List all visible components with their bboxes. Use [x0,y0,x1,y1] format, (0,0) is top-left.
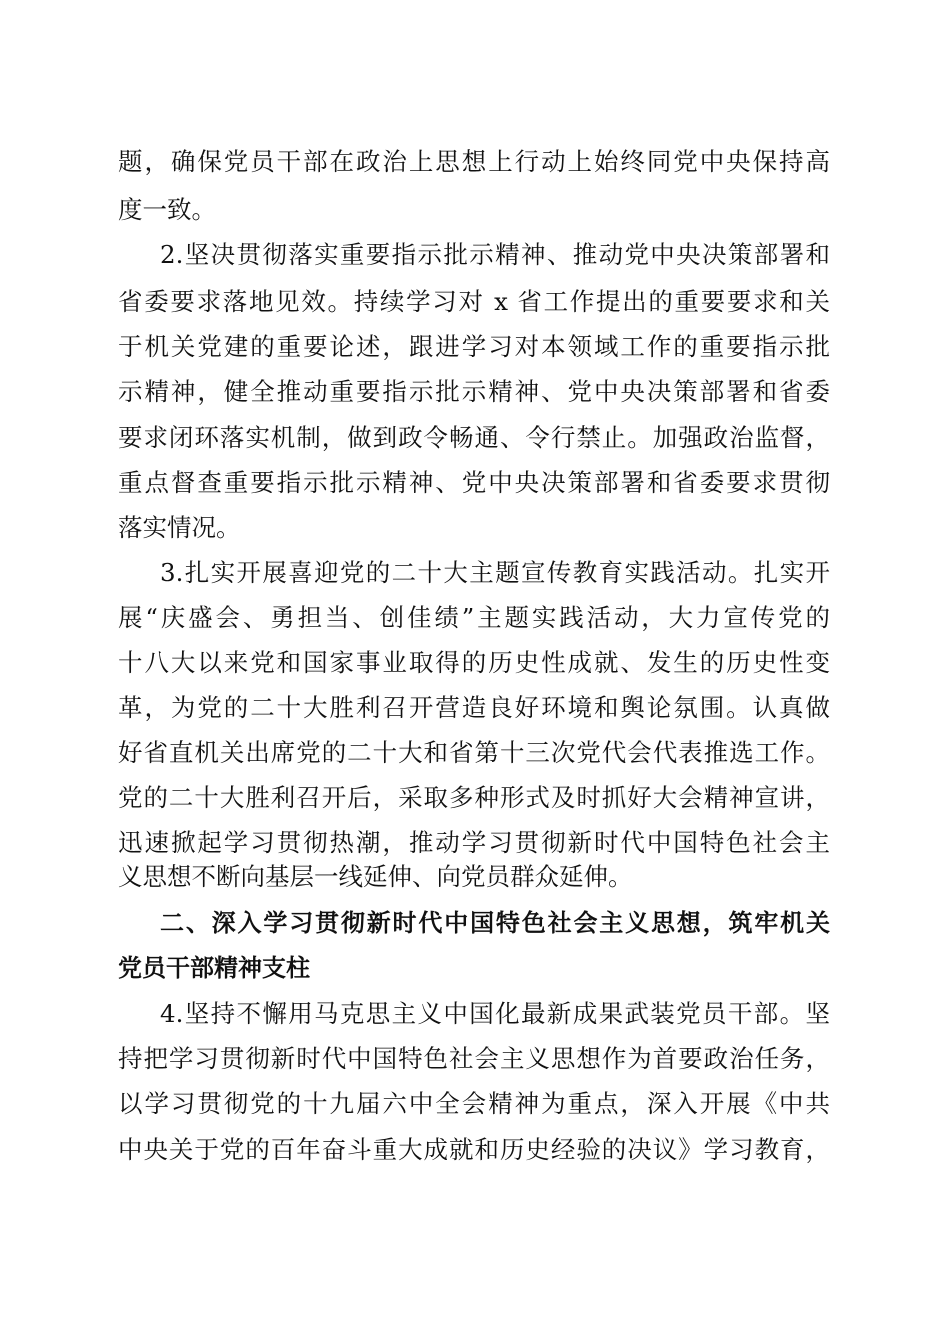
text-line: 度一致。 [118,195,216,224]
text-line: 省委要求落地见效。持续学习对 x 省工作提出的重要要求和关 [118,287,830,316]
text-line: 题，确保党员干部在政治上思想上行动上始终同党中央保持高 [118,147,830,176]
text-line: 好省直机关出席党的二十大和省第十三次党代会代表推选工作。 [118,738,830,767]
text-line: 于机关党建的重要论述，跟进学习对本领域工作的重要指示批 [118,332,830,361]
text-line: 中央关于党的百年奋斗重大成就和历史经验的决议》学习教育， [118,1135,830,1164]
text-line: 党的二十大胜利召开后，采取多种形式及时抓好大会精神宣讲， [118,783,830,812]
text-line: 要求闭环落实机制，做到政令畅通、令行禁止。加强政治监督， [118,423,830,452]
text-line: 重点督查重要指示批示精神、党中央决策部署和省委要求贯彻 [118,468,830,497]
text-line: 革，为党的二十大胜利召开营造良好环境和舆论氛围。认真做 [118,693,830,722]
section-heading-continued: 党员干部精神支柱 [118,954,310,982]
text-line: 持把学习贯彻新时代中国特色社会主义思想作为首要政治任务， [118,1044,830,1073]
text-line: 以学习贯彻党的十九届六中全会精神为重点，深入开展《中共 [118,1089,830,1118]
text-line: 落实情况。 [118,513,241,542]
paragraph-4-first-line: 4.坚持不懈用马克思主义中国化最新成果武装党员干部。坚 [160,999,830,1028]
section-heading: 二、深入学习贯彻新时代中国特色社会主义思想，筑牢机关 [160,909,830,937]
paragraph-3-first-line: 3.扎实开展喜迎党的二十大主题宣传教育实践活动。扎实开 [160,558,830,587]
text-line: 展“庆盛会、勇担当、创佳绩”主题实践活动，大力宣传党的 [118,603,830,632]
text-line: 十八大以来党和国家事业取得的历史性成就、发生的历史性变 [118,648,830,677]
text-line: 迅速掀起学习贯彻热潮，推动学习贯彻新时代中国特色社会主 [118,828,830,857]
text-line: 义思想不断向基层一线延伸、向党员群众延伸。 [118,862,633,891]
paragraph-2-first-line: 2.坚决贯彻落实重要指示批示精神、推动党中央决策部署和 [160,240,830,269]
text-line: 示精神，健全推动重要指示批示精神、党中央决策部署和省委 [118,377,830,406]
